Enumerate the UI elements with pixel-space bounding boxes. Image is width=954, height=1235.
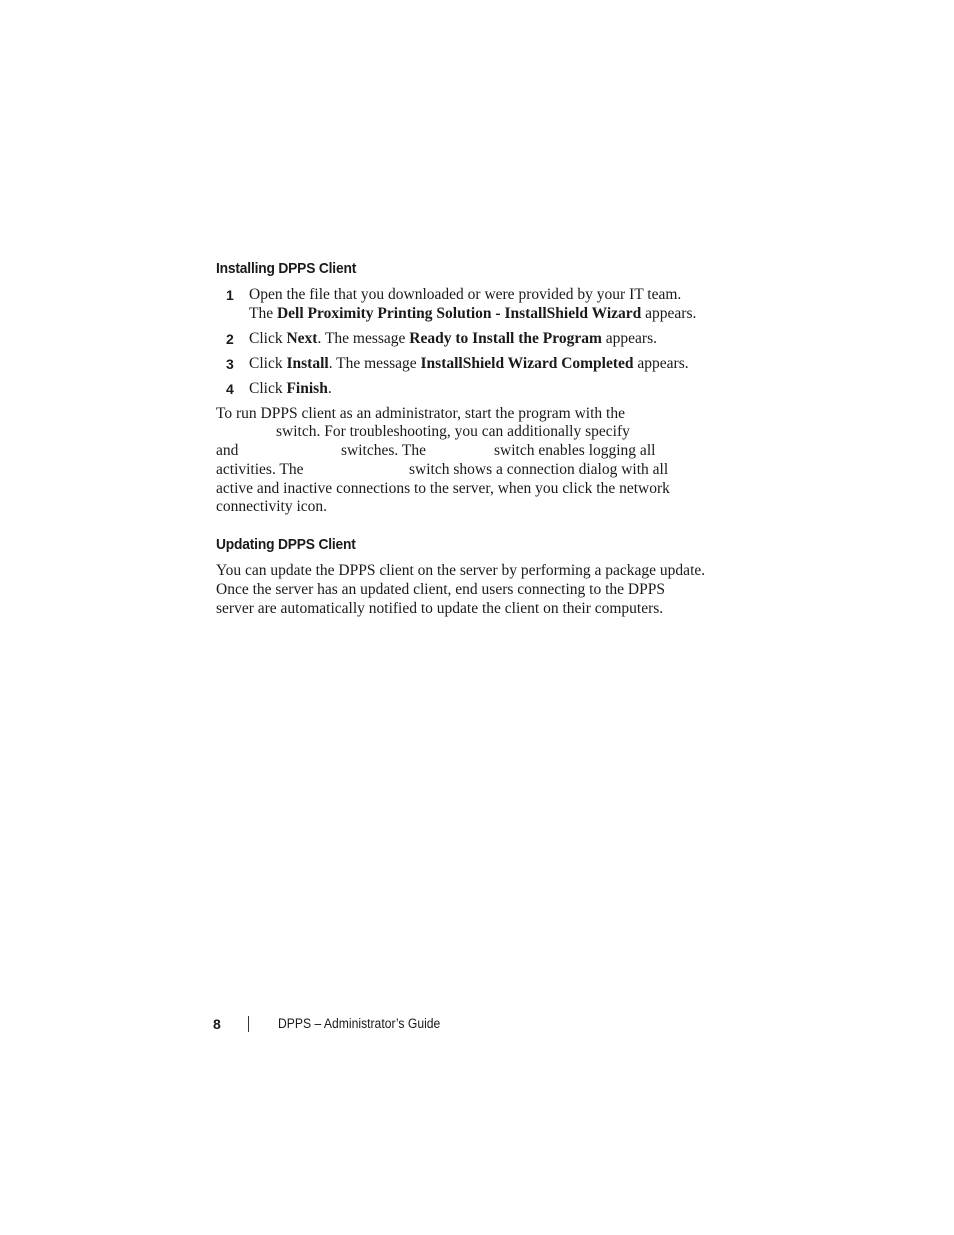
paragraph-line: switches. The bbox=[341, 442, 426, 459]
paragraph-line: switch. For troubleshooting, you can additionally specify bbox=[276, 423, 630, 440]
paragraph-line: switch enables logging all bbox=[494, 442, 656, 459]
message-label: InstallShield Wizard Completed bbox=[420, 355, 634, 372]
step-number: 3 bbox=[226, 356, 234, 372]
section-heading-updating: Updating DPPS Client bbox=[216, 536, 356, 553]
page-number: 8 bbox=[213, 1016, 221, 1032]
install-label: Install bbox=[286, 355, 329, 372]
wizard-name: Dell Proximity Printing Solution - InstallShield Wizard bbox=[276, 305, 642, 322]
paragraph-line: server are automatically notified to update the client on their computers. bbox=[216, 600, 664, 617]
paragraph-line: and bbox=[216, 442, 239, 459]
paragraph-line: To run DPPS client as an administrator, start the program with the bbox=[216, 405, 625, 422]
step-number: 4 bbox=[226, 381, 234, 397]
message-label: Ready to Install the Program bbox=[409, 330, 602, 347]
step-text: Click Next. The message Ready to Install the Program appears. bbox=[249, 330, 657, 347]
step-text: The Dell Proximity Printing Solution - InstallShield Wizard appears. bbox=[249, 305, 697, 322]
paragraph-line: connectivity icon. bbox=[216, 498, 328, 515]
paragraph-line: Once the server has an updated client, end users connecting to the DPPS bbox=[216, 581, 665, 598]
step-text: Click Finish. bbox=[249, 380, 332, 397]
step-number: 2 bbox=[226, 331, 234, 347]
next-label: Next bbox=[286, 330, 318, 347]
section-heading-installing: Installing DPPS Client bbox=[216, 260, 357, 277]
step-text: Open the file that you downloaded or were provided by your IT team. bbox=[249, 286, 682, 303]
footer-title: DPPS – Administrator’s Guide bbox=[278, 1016, 441, 1031]
footer-divider bbox=[248, 1016, 249, 1032]
paragraph-line: active and inactive connections to the server, when you click the network bbox=[216, 480, 670, 497]
step-text: Click Install. The message InstallShield Wizard Completed appears. bbox=[249, 355, 689, 372]
finish-label: Finish bbox=[286, 380, 328, 397]
step-number: 1 bbox=[226, 287, 234, 303]
paragraph-line: You can update the DPPS client on the server by performing a package update. bbox=[216, 562, 706, 579]
paragraph-line: switch shows a connection dialog with all bbox=[409, 461, 669, 478]
paragraph-line: activities. The bbox=[216, 461, 304, 478]
